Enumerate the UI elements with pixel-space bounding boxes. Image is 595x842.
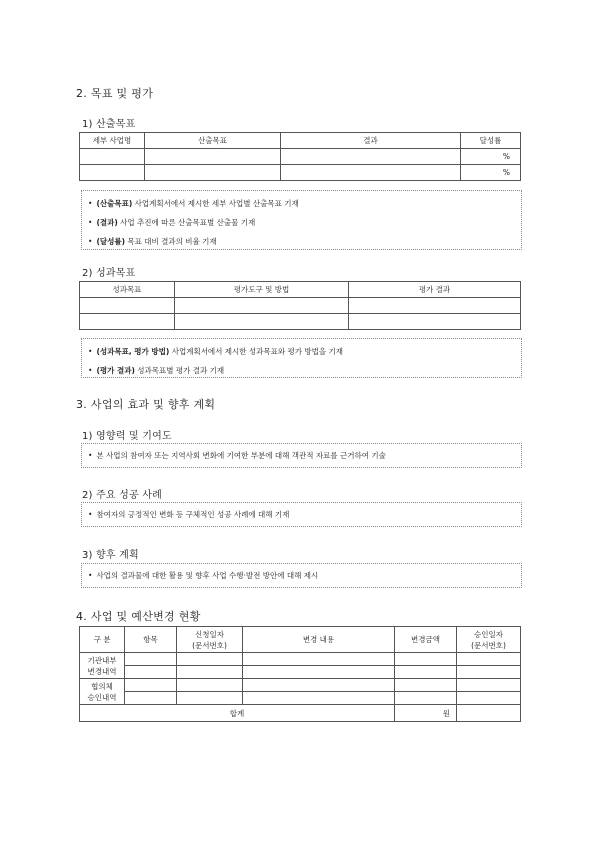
cell-change-amount[interactable]	[395, 666, 457, 679]
col-header-evaluation-result: 평가 결과	[349, 282, 521, 298]
note-line: • (달성률) 목표 대비 결과의 비율 기재	[88, 237, 217, 246]
cell-approve-date[interactable]	[457, 653, 521, 666]
note-line: • (산출목표) 사업계획서에서 제시한 세부 사업별 산출목표 기재	[88, 199, 299, 208]
output-goals-table	[79, 132, 521, 181]
cell-change-amount[interactable]	[395, 692, 457, 705]
col-header-achievement: 달성률	[461, 133, 521, 149]
cell-approve-date[interactable]	[457, 692, 521, 705]
cell-evaluation-result[interactable]	[349, 298, 521, 314]
change-status-table	[79, 626, 521, 722]
table-row	[80, 692, 521, 705]
total-empty-cell	[457, 705, 521, 722]
cell-item[interactable]	[125, 692, 177, 705]
col-header-project: 세부 사업명	[80, 133, 145, 149]
cell-project[interactable]	[80, 149, 145, 165]
note-line: • 본 사업의 참여자 또는 지역사회 변화에 기여한 부분에 대해 객관적 자료를 근거하여 기술	[88, 451, 386, 460]
row-label-internal: 기관내부 변경내역	[80, 653, 125, 679]
cell-result[interactable]	[281, 149, 461, 165]
cell-change-content[interactable]	[243, 653, 395, 666]
performance-goals-notes	[81, 338, 522, 378]
performance-goals-table	[79, 281, 521, 330]
cell-achievement[interactable]: %	[461, 165, 521, 181]
col-header-item: 항목	[125, 627, 177, 653]
cell-output-goal[interactable]	[145, 149, 281, 165]
cell-apply-date[interactable]	[177, 692, 243, 705]
cell-apply-date[interactable]	[177, 679, 243, 692]
col-header-change-content: 변경 내용	[243, 627, 395, 653]
col-header-apply-date: 신청일자 (문서번호)	[177, 627, 243, 653]
cell-result[interactable]	[281, 165, 461, 181]
table-row	[80, 314, 521, 330]
future-plan-note	[81, 563, 522, 588]
col-header-result: 결과	[281, 133, 461, 149]
table-row	[80, 679, 521, 692]
note-line: • 사업의 결과물에 대한 활용 및 향후 사업 수행·발전 방안에 대해 제시	[88, 571, 319, 580]
total-label: 합계	[80, 705, 395, 722]
section-3-title: 3. 사업의 효과 및 향후 계획	[76, 398, 216, 411]
cell-evaluation-method[interactable]	[175, 298, 349, 314]
impact-subtitle: 1) 영향력 및 기여도	[82, 431, 172, 442]
total-row	[80, 705, 521, 722]
table-row	[80, 149, 521, 165]
cell-apply-date[interactable]	[177, 653, 243, 666]
section-4-title: 4. 사업 및 예산변경 현황	[76, 610, 201, 623]
col-header-category: 구 분	[80, 627, 125, 653]
table-row	[80, 298, 521, 314]
cell-evaluation-method[interactable]	[175, 314, 349, 330]
table-row	[80, 165, 521, 181]
impact-note	[81, 443, 522, 468]
cell-change-amount[interactable]	[395, 653, 457, 666]
output-goals-notes	[81, 190, 522, 250]
table-row	[80, 666, 521, 679]
cell-evaluation-result[interactable]	[349, 314, 521, 330]
cell-apply-date[interactable]	[177, 666, 243, 679]
cell-achievement[interactable]: %	[461, 149, 521, 165]
cell-output-goal[interactable]	[145, 165, 281, 181]
table-row	[80, 653, 521, 666]
cell-performance-goal[interactable]	[80, 314, 175, 330]
cell-performance-goal[interactable]	[80, 298, 175, 314]
success-cases-subtitle: 2) 주요 성공 사례	[82, 490, 162, 501]
row-label-council: 협의체 승인내역	[80, 679, 125, 705]
col-header-change-amount: 변경금액	[395, 627, 457, 653]
note-line: • (평가 결과) 성과목표별 평가 결과 기재	[88, 366, 225, 375]
col-header-output-goal: 산출목표	[145, 133, 281, 149]
col-header-performance-goal: 성과목표	[80, 282, 175, 298]
performance-goals-subtitle: 2) 성과목표	[82, 268, 136, 279]
cell-project[interactable]	[80, 165, 145, 181]
col-header-evaluation-method: 평가도구 및 방법	[175, 282, 349, 298]
section-2-title: 2. 목표 및 평가	[76, 87, 154, 100]
note-line: • (성과목표, 평가 방법) 사업계획서에서 제시한 성과목표와 평가 방법을 기재	[88, 347, 344, 356]
total-amount-currency[interactable]: 원	[395, 705, 457, 722]
cell-approve-date[interactable]	[457, 666, 521, 679]
cell-approve-date[interactable]	[457, 679, 521, 692]
future-plan-subtitle: 3) 향후 계획	[82, 550, 139, 561]
note-line: • 참여자의 긍정적인 변화 등 구체적인 성공 사례에 대해 기재	[88, 510, 290, 519]
cell-change-content[interactable]	[243, 679, 395, 692]
cell-item[interactable]	[125, 666, 177, 679]
cell-change-amount[interactable]	[395, 679, 457, 692]
success-cases-note	[81, 502, 522, 527]
cell-item[interactable]	[125, 653, 177, 666]
cell-item[interactable]	[125, 679, 177, 692]
col-header-approve-date: 승인일자 (문서번호)	[457, 627, 521, 653]
cell-change-content[interactable]	[243, 692, 395, 705]
output-goals-subtitle: 1) 산출목표	[82, 119, 136, 130]
cell-change-content[interactable]	[243, 666, 395, 679]
note-line: • (결과) 사업 추진에 따른 산출목표별 산출물 기재	[88, 218, 256, 227]
